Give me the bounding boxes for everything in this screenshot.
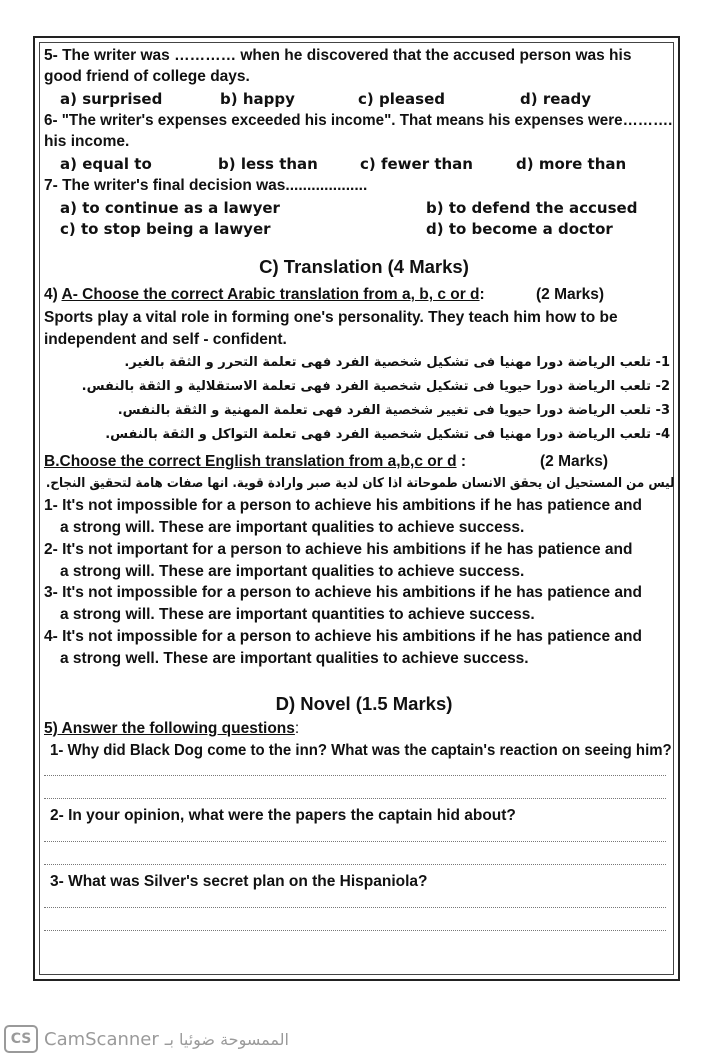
question-5-line-1: 5- The writer was ………… when he discovered that the accused person was his <box>44 47 632 64</box>
q7-option-d[interactable]: d) to become a doctor <box>426 220 613 238</box>
novel-instruction-row <box>44 719 299 739</box>
answer-line[interactable] <box>44 798 666 799</box>
answer-line[interactable] <box>44 864 666 865</box>
answer-line[interactable] <box>44 930 666 931</box>
translation-b-arabic: ليس من المستحيل ان يحقق الانسان طموحاتة اذا كان لدية صبر وارادة قوية. انها صفات هامة لتحقيق النجاح. <box>45 476 674 491</box>
english-choice-1-line-2[interactable]: a strong will. These are important qualities to achieve success. <box>60 519 525 536</box>
translation-a-passage-2: independent and self - confident. <box>44 331 287 348</box>
question-6-line-2: his income. <box>44 133 130 150</box>
novel-question-3: 3- What was Silver's secret plan on the Hispaniola? <box>50 873 428 890</box>
translation-a-passage-1: Sports play a vital role in forming one's personality. They teach him how to be <box>44 309 618 326</box>
arabic-choice-4[interactable]: 4- تلعب الرياضة دورا مهنيا فى تشكيل شخصية الفرد فهى تعلمة التواكل و الثقة بالنفس. <box>105 427 670 442</box>
english-choice-3-line-2[interactable]: a strong will. These are important quantities to achieve success. <box>60 606 535 623</box>
question-6-line-1: 6- "The writer's expenses exceeded his income". That means his expenses were………. <box>44 112 673 129</box>
translation-b-colon: : <box>456 453 467 470</box>
q7-option-b[interactable]: b) to defend the accused <box>426 199 638 217</box>
q6-option-d[interactable]: d) more than <box>516 155 627 173</box>
translation-a-colon: : <box>479 286 485 303</box>
camscanner-watermark <box>4 1024 289 1054</box>
camscanner-brand: CamScanner <box>44 1028 159 1050</box>
english-choice-2-line-2[interactable]: a strong will. These are important qualities to achieve success. <box>60 563 525 580</box>
english-choice-2-line-1[interactable]: 2- It's not important for a person to achieve his ambitions if he has patience and <box>44 541 633 558</box>
q6-option-b[interactable]: b) less than <box>218 155 318 173</box>
arabic-choice-2[interactable]: 2- تلعب الرياضة دورا حيويا فى تشكيل شخصية الفرد فهى تعلمة الاستقلالية و الثقة بالنفس. <box>81 379 670 394</box>
answer-line[interactable] <box>44 841 666 842</box>
camscanner-arabic: الممسوحة ضوئيا بـ <box>164 1029 289 1049</box>
novel-instruction-colon: : <box>294 720 300 737</box>
answer-line[interactable] <box>44 775 666 776</box>
q5-option-c[interactable]: c) pleased <box>358 90 445 108</box>
q7-option-a[interactable]: a) to continue as a lawyer <box>60 199 280 217</box>
novel-question-1: 1- Why did Black Dog come to the inn? What was the captain's reaction on seeing him? <box>50 742 672 759</box>
english-choice-4-line-2[interactable]: a strong well. These are important qualities to achieve success. <box>60 650 529 667</box>
q6-option-c[interactable]: c) fewer than <box>360 155 473 173</box>
english-choice-3-line-1[interactable]: 3- It's not impossible for a person to achieve his ambitions if he has patience and <box>44 584 642 601</box>
camscanner-logo-icon: CS <box>4 1025 38 1053</box>
arabic-choice-1[interactable]: 1- تلعب الرياضة دورا مهنيا فى تشكيل شخصية الفرد فهى تعلمة التحرر و الثقة بالغير. <box>124 355 670 370</box>
q5-option-a[interactable]: a) surprised <box>60 90 163 108</box>
english-choice-4-line-1[interactable]: 4- It's not impossible for a person to achieve his ambitions if he has patience and <box>44 628 642 645</box>
q6-option-a[interactable]: a) equal to <box>60 155 152 173</box>
novel-question-2: 2- In your opinion, what were the papers the captain hid about? <box>50 807 516 824</box>
translation-heading: C) Translation (4 Marks) <box>259 256 469 277</box>
q5-option-b[interactable]: b) happy <box>220 90 295 108</box>
question-7-line-1: 7- The writer's final decision was................... <box>44 177 368 194</box>
translation-a-prefix: 4) <box>44 286 62 303</box>
question-5-line-2: good friend of college days. <box>44 68 250 85</box>
q5-option-d[interactable]: d) ready <box>520 90 592 108</box>
translation-a-title-row <box>44 285 485 305</box>
translation-b-marks: (2 Marks) <box>540 453 609 470</box>
q7-option-c[interactable]: c) to stop being a lawyer <box>60 220 271 238</box>
english-choice-1-line-1[interactable]: 1- It's not impossible for a person to achieve his ambitions if he has patience and <box>44 497 642 514</box>
answer-line[interactable] <box>44 907 666 908</box>
novel-heading: D) Novel (1.5 Marks) <box>275 693 453 714</box>
translation-a-title: A- Choose the correct Arabic translation from a, b, c or d <box>61 286 480 303</box>
translation-b-title-row <box>44 452 466 472</box>
translation-b-title: B.Choose the correct English translation from a,b,c or d <box>44 453 457 470</box>
novel-instruction: 5) Answer the following questions <box>44 720 295 737</box>
arabic-choice-3[interactable]: 3- تلعب الرياضة دورا حيويا فى تغيير شخصية الفرد فهى تعلمة المهنية و الثقة بالنفس. <box>117 403 670 418</box>
translation-a-marks: (2 Marks) <box>536 286 605 303</box>
